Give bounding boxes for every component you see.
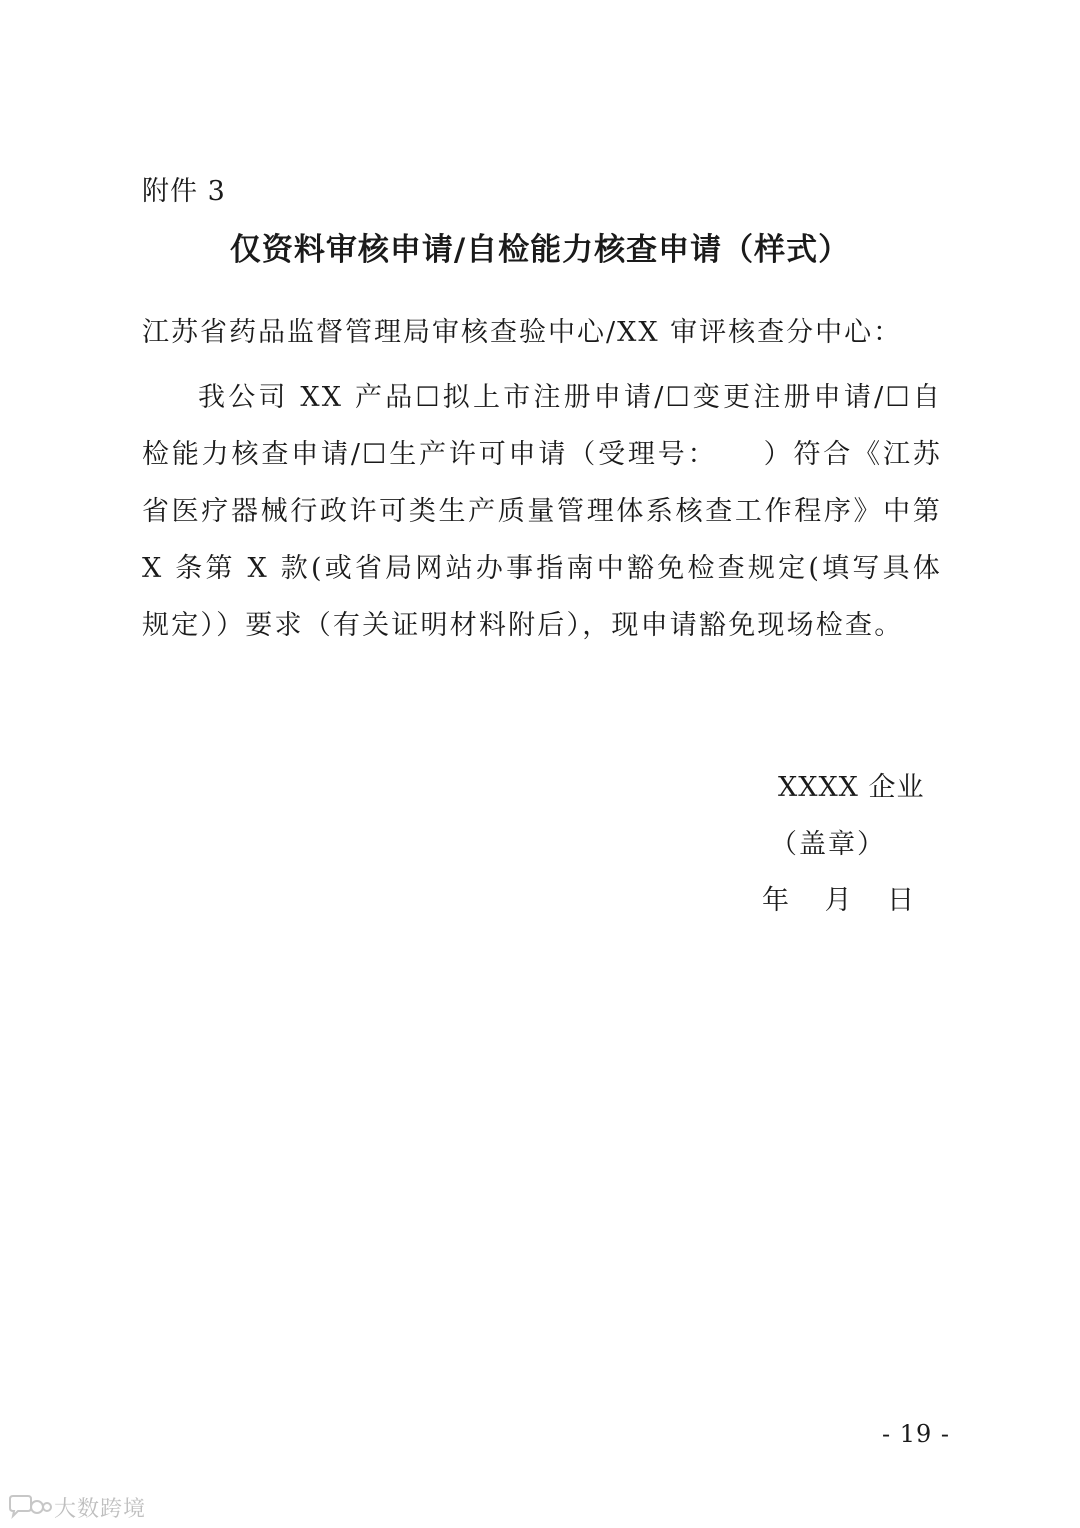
chat-bubble-logo-icon [6,1493,52,1521]
body-paragraph: 我公司 XX 产品☐拟上市注册申请/☐变更注册申请/☐自检能力核查申请/☐生产许可申请（受理号： ）符合《江苏省医疗器械行政许可类生产质量管理体系核查工作程序》中第 X 条第 X 款(或省局网站办事指南中豁免检查规定(填写具体规定））要求（有关证明材料附后），现申请豁免现场检查。 [142,382,942,641]
addressee: 江苏省药品监督管理局审核查验中心/XX 审评核查分中心： [142,317,903,348]
page-number: - 19 - [882,1420,951,1448]
watermark-text: 大数跨境 [54,1496,147,1522]
attachment-label: 附件 3 [142,176,226,207]
signature-date: 年 月 日 [762,885,915,916]
signature-company: XXXX 企业 [778,772,925,803]
document-title: 仅资料审核申请/自检能力核查申请（样式） [229,232,851,268]
watermark [6,1491,146,1523]
signature-stamp: （盖章） [770,829,886,860]
